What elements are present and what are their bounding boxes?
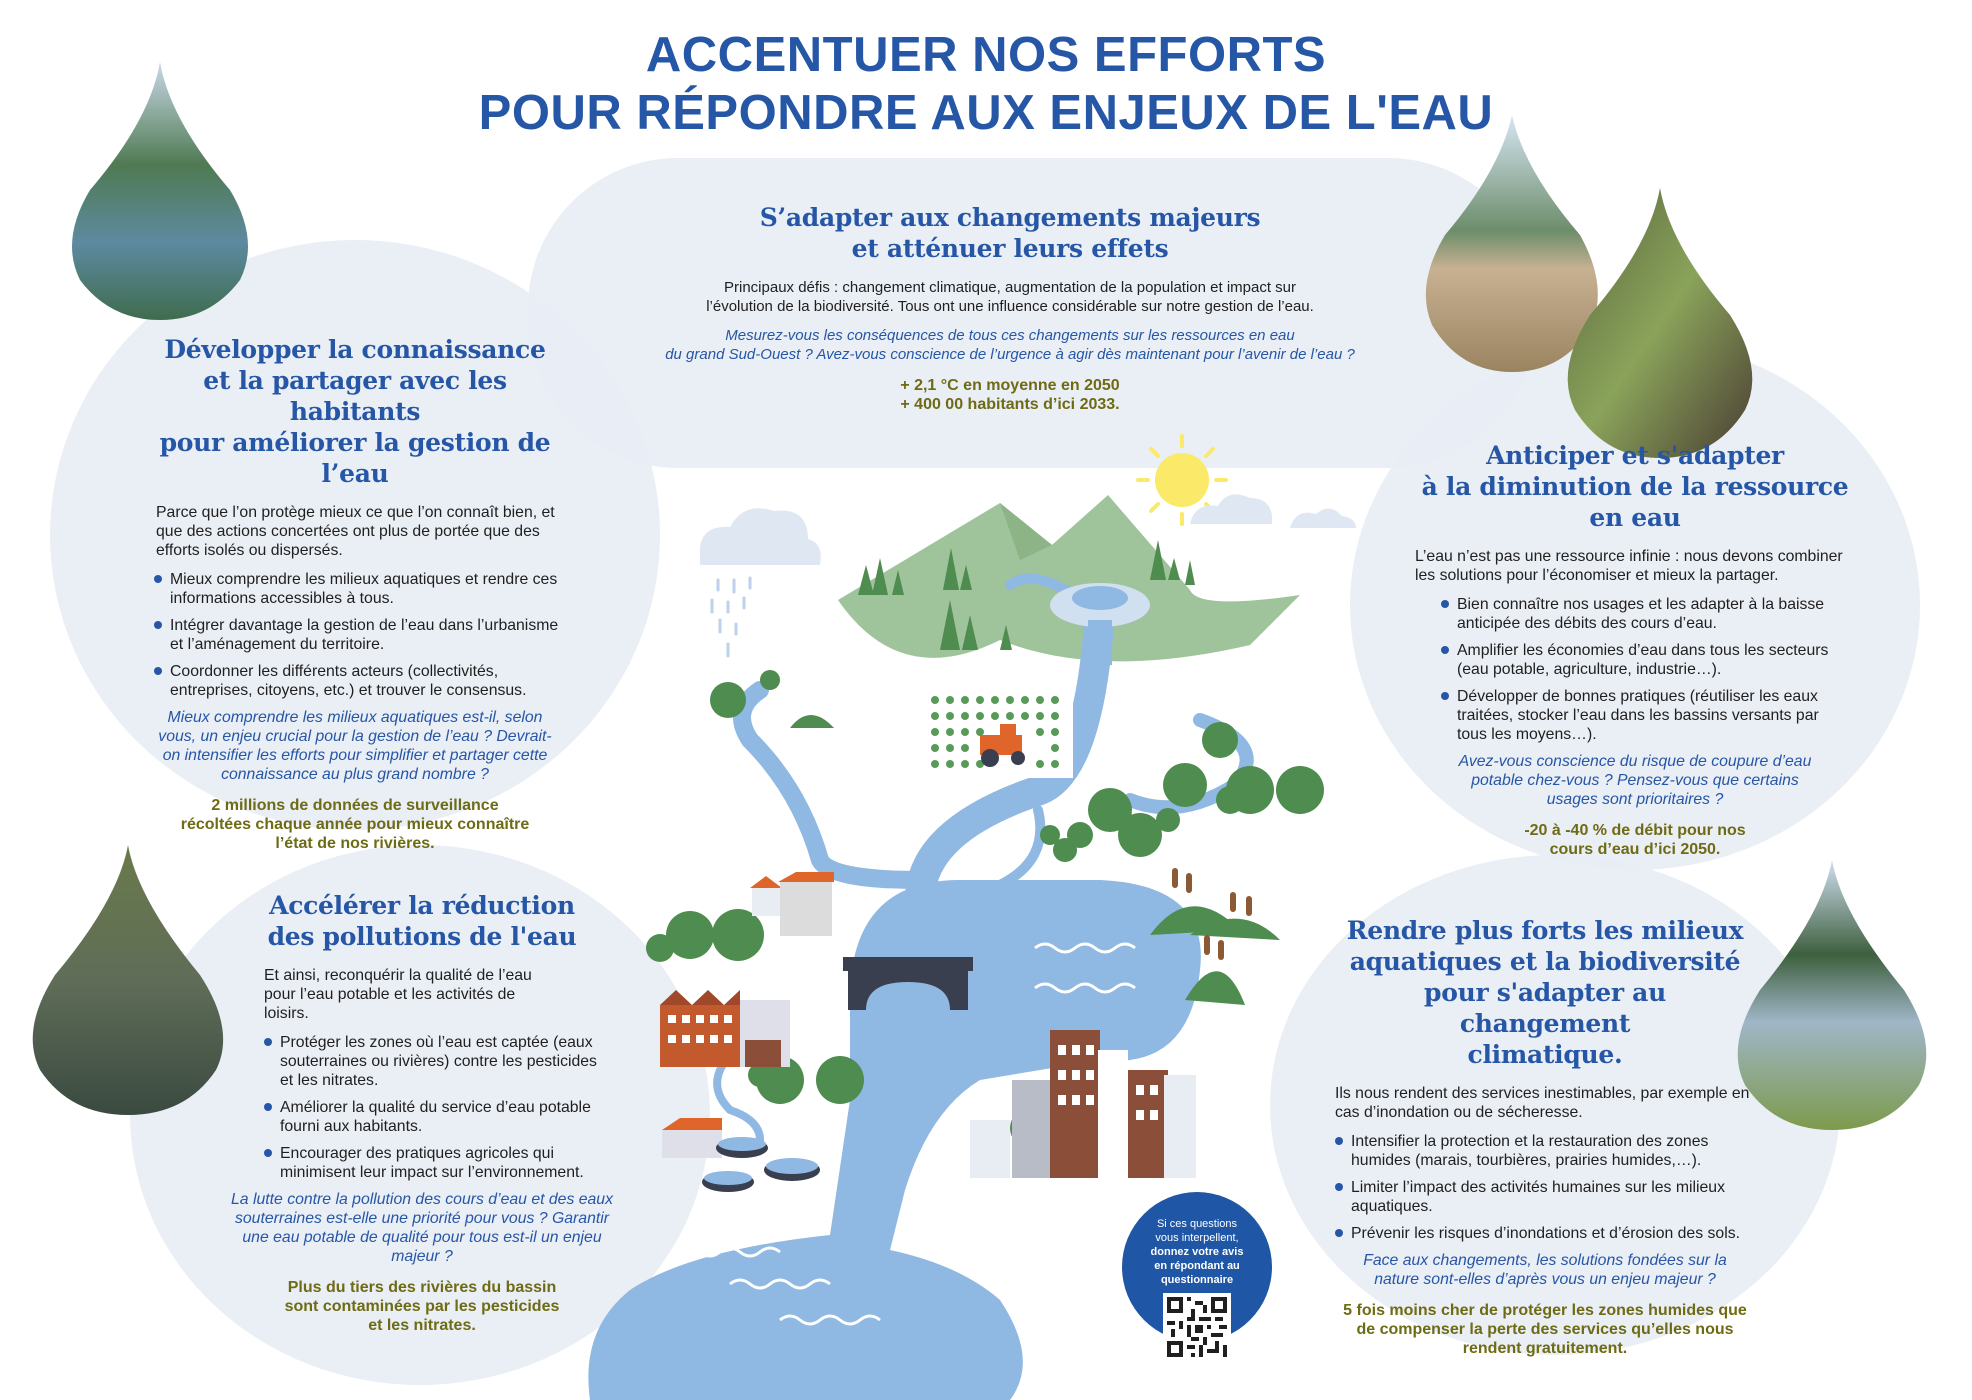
panel-question: La lutte contre la pollution des cours d’eau et des eaux souterraines est-elle une priorité pour vous ? Garantir une eau potable de qualité pour tous est-il un enjeu majeur ? [230,1191,613,1265]
qr-code-icon[interactable] [1163,1293,1231,1361]
list-item: Amplifier les économies d’eau dans tous les secteurs (eau potable, agriculture, industrie…). [1441,641,1841,679]
panel-knowledge [150,334,560,853]
panel-anticipate [1405,440,1865,859]
panel-intro: Et ainsi, reconquérir la qualité de l’eau pour l’eau potable et les activités de loisirs. [264,967,532,1022]
photo-dry-river-drop [1426,115,1598,372]
list-item: Intensifier la protection et la restauration des zones humides (marais, tourbières, prairies humides,…). [1335,1132,1755,1170]
panel-bullets [222,1033,622,1182]
list-item: Limiter l’impact des activités humaines sur les milieux aquatiques. [1335,1178,1755,1216]
list-item: Coordonner les différents acteurs (collectivités, entreprises, citoyens, etc.) et trouver le consensus. [154,662,560,700]
panel-key-figure: + 2,1 °C en moyenne en 2050 + 400 00 habitants d’ici 2033. [900,377,1120,413]
list-item: Protéger les zones où l’eau est captée (eaux souterraines ou rivières) contre les pesticides et les nitrates. [264,1033,612,1090]
panel-key-figure: -20 à -40 % de débit pour nos cours d’eau d’ici 2050. [1524,822,1746,858]
photo-pipe-pollution-drop [33,845,223,1115]
panel-intro: Ils nous rendent des services inestimables, par exemple en cas d’inondation ou de sécheresse. [1335,1085,1750,1121]
rain-icon [712,578,750,656]
panel-heading: S’adapter aux changements majeurs et atténuer leurs effets [759,203,1261,263]
panel-intro: Parce que l’on protège mieux ce que l’on connaît bien, et que des actions concertées ont plus de portée que des efforts isolés ou dispersés. [156,504,555,559]
photo-irrigation-drop [1568,188,1753,458]
panel-key-figure: 2 millions de données de surveillance récoltées chaque année pour mieux connaître l’état de nos rivières. [180,797,530,852]
list-item: Développer de bonnes pratiques (réutiliser les eaux traitées, stocker l’eau dans les bassins versants par tous les moyens…). [1441,687,1841,744]
panel-adapt-changes [610,202,1410,414]
qr-text-line1: Si ces questions [1156,1218,1238,1230]
list-item: Améliorer la qualité du service d’eau potable fourni aux habitants. [264,1098,612,1136]
panel-question: Mieux comprendre les milieux aquatiques est-il, selon vous, un enjeu crucial pour la gestion de l’eau ? Devrait-on intensifier les efforts pour simplifier et partager cette connaissance au plus grand nombre ? [158,709,552,783]
panel-key-figure: 5 fois moins cher de protéger les zones humides que de compenser la perte des services qu’elles nous rendent gratuitement. [1343,1302,1747,1357]
panel-heading: Rendre plus forts les milieux aquatiques et la biodiversité pour s'adapter au changement climatique. [1346,916,1744,1069]
list-item: Bien connaître nos usages et les adapter à la baisse anticipée des débits des cours d’eau. [1441,595,1841,633]
panel-biodiversity [1335,915,1755,1358]
panel-heading: Développer la connaissance et la partager avec les habitants pour améliorer la gestion de l’eau [159,335,551,488]
houses-icon [750,872,834,936]
treatment-plant-icon [662,1118,820,1192]
list-item: Intégrer davantage la gestion de l’eau dans l’urbanisme et l’aménagement du territoire. [154,616,560,654]
factory-icon [660,990,790,1067]
photo-wetland-drop [1738,860,1927,1130]
panel-bullets [1405,595,1865,744]
panel-intro: L’eau n’est pas une ressource infinie : nous devons combiner les solutions pour l’économiser et mieux la partager. [1415,548,1843,584]
qr-text-line2: vous interpellent, [1155,1232,1239,1244]
list-item: Encourager des pratiques agricoles qui minimisent leur impact sur l’environnement. [264,1144,612,1182]
qr-text-line3: donnez votre avis [1150,1246,1244,1258]
panel-heading: Anticiper et s'adapter à la diminution de la ressource en eau [1421,441,1849,532]
panel-question: Avez-vous conscience du risque de coupure d’eau potable chez-vous ? Pensez-vous que certains usages sont prioritaires ? [1458,753,1812,808]
qr-text-line5: questionnaire [1160,1274,1234,1286]
list-item: Mieux comprendre les milieux aquatiques et rendre ces informations accessibles à tous. [154,570,560,608]
title-line2: POUR RÉPONDRE AUX ENJEUX DE L'EAU [478,86,1494,140]
panel-key-figure: Plus du tiers des rivières du bassin sont contaminées par les pesticides et les nitrates. [284,1279,560,1334]
panel-intro: Principaux défis : changement climatique, augmentation de la population et impact sur l’évolution de la biodiversité. Tous ont une influence considérable sur notre gestion de l’eau. [706,279,1314,315]
panel-heading: Accélérer la réduction des pollutions de l'eau [267,891,577,951]
questionnaire-qr-badge[interactable] [1122,1192,1272,1342]
qr-text-line4: en répondant au [1154,1260,1240,1272]
panel-question: Mesurez-vous les conséquences de tous ces changements sur les ressources en eau du grand Sud-Ouest ? Avez-vous conscience de l’urgence à agir dès maintenant pour l’avenir de l’eau ? [665,327,1355,363]
panel-question: Face aux changements, les solutions fondées sur la nature sont-elles d’après vous un enjeu majeur ? [1363,1252,1727,1288]
photo-lake-drop [72,62,248,320]
panel-pollution [222,890,622,1335]
list-item: Prévenir les risques d’inondations et d’érosion des sols. [1335,1224,1755,1243]
field [925,690,1073,778]
title-line1: ACCENTUER NOS EFFORTS [645,28,1327,82]
panel-bullets [1335,1132,1755,1243]
panel-bullets [154,570,560,700]
